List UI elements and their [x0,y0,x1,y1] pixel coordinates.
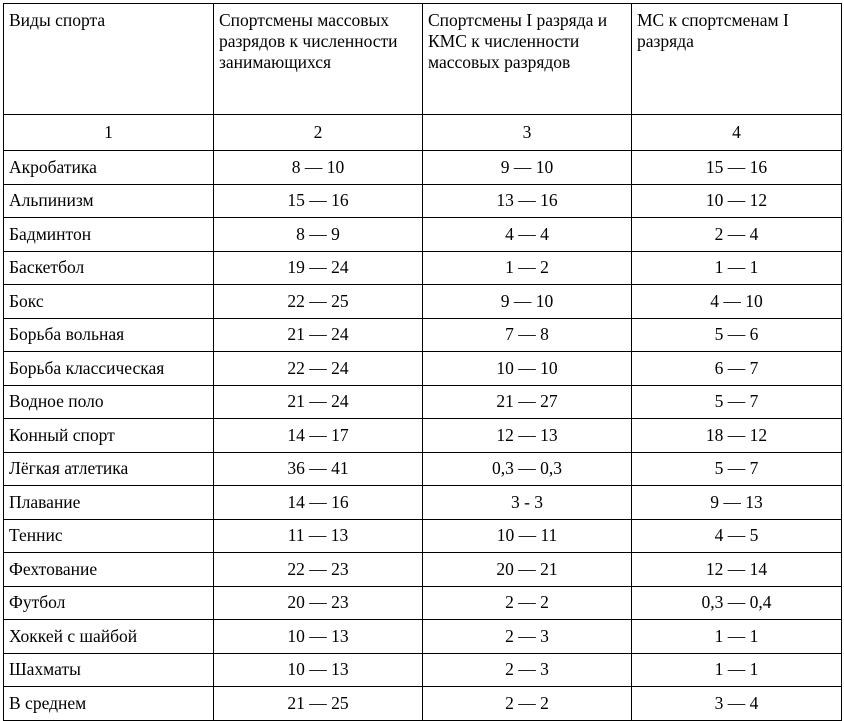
cell-first-class-ratio: 4 — 4 [423,218,632,252]
cell-ms-ratio: 1 — 1 [632,251,842,285]
cell-first-class-ratio: 21 — 27 [423,385,632,419]
cell-ms-ratio: 2 — 4 [632,218,842,252]
cell-mass-ratio: 10 — 13 [214,620,423,654]
cell-ms-ratio: 12 — 14 [632,553,842,587]
cell-ms-ratio: 5 — 7 [632,452,842,486]
cell-mass-ratio: 20 — 23 [214,586,423,620]
column-number-row [4,115,842,151]
table-row [4,151,842,185]
cell-mass-ratio: 22 — 24 [214,352,423,386]
cell-first-class-ratio: 2 — 3 [423,620,632,654]
cell-first-class-ratio: 13 — 16 [423,184,632,218]
cell-first-class-ratio: 3 - 3 [423,486,632,520]
cell-first-class-ratio: 10 — 11 [423,519,632,553]
cell-sport: Плавание [4,486,214,520]
header-ms-ratio: МС к спортсменам I разряда [632,4,842,115]
cell-sport: Бокс [4,285,214,319]
cell-first-class-ratio: 2 — 2 [423,586,632,620]
cell-sport: Фехтование [4,553,214,587]
cell-first-class-ratio: 7 — 8 [423,318,632,352]
table-body [4,151,842,721]
cell-first-class-ratio: 2 — 3 [423,653,632,687]
table-row [4,486,842,520]
cell-mass-ratio: 36 — 41 [214,452,423,486]
cell-sport: Футбол [4,586,214,620]
cell-mass-ratio: 14 — 16 [214,486,423,520]
table-row [4,586,842,620]
column-number: 2 [214,115,423,151]
table-row [4,352,842,386]
cell-mass-ratio: 21 — 24 [214,385,423,419]
table-row [4,553,842,587]
table-row [4,385,842,419]
cell-ms-ratio: 1 — 1 [632,653,842,687]
cell-sport: Борьба вольная [4,318,214,352]
cell-ms-ratio: 4 — 10 [632,285,842,319]
header-row [4,4,842,115]
cell-first-class-ratio: 0,3 — 0,3 [423,452,632,486]
cell-sport: В среднем [4,687,214,721]
table-row [4,318,842,352]
cell-ms-ratio: 9 — 13 [632,486,842,520]
cell-mass-ratio: 21 — 25 [214,687,423,721]
table-row [4,653,842,687]
header-mass-ratio: Спортсмены массовых разрядов к численности занимающихся [214,4,423,115]
cell-sport: Лёгкая атлетика [4,452,214,486]
cell-first-class-ratio: 9 — 10 [423,285,632,319]
table-row [4,687,842,721]
cell-mass-ratio: 21 — 24 [214,318,423,352]
cell-sport: Конный спорт [4,419,214,453]
header-sport-type: Виды спорта [4,4,214,115]
cell-first-class-ratio: 1 — 2 [423,251,632,285]
cell-sport: Хоккей с шайбой [4,620,214,654]
cell-mass-ratio: 22 — 23 [214,553,423,587]
column-number: 4 [632,115,842,151]
column-number: 1 [4,115,214,151]
cell-mass-ratio: 22 — 25 [214,285,423,319]
cell-sport: Баскетбол [4,251,214,285]
cell-first-class-ratio: 12 — 13 [423,419,632,453]
cell-mass-ratio: 15 — 16 [214,184,423,218]
table-row [4,620,842,654]
cell-ms-ratio: 18 — 12 [632,419,842,453]
cell-mass-ratio: 19 — 24 [214,251,423,285]
cell-sport: Водное поло [4,385,214,419]
cell-first-class-ratio: 10 — 10 [423,352,632,386]
table-row [4,419,842,453]
cell-ms-ratio: 15 — 16 [632,151,842,185]
cell-mass-ratio: 10 — 13 [214,653,423,687]
cell-sport: Борьба классическая [4,352,214,386]
cell-mass-ratio: 14 — 17 [214,419,423,453]
cell-ms-ratio: 6 — 7 [632,352,842,386]
cell-first-class-ratio: 2 — 2 [423,687,632,721]
table-row [4,184,842,218]
cell-mass-ratio: 8 — 9 [214,218,423,252]
cell-ms-ratio: 10 — 12 [632,184,842,218]
column-number: 3 [423,115,632,151]
cell-mass-ratio: 8 — 10 [214,151,423,185]
cell-mass-ratio: 11 — 13 [214,519,423,553]
cell-sport: Акробатика [4,151,214,185]
cell-first-class-ratio: 20 — 21 [423,553,632,587]
cell-ms-ratio: 1 — 1 [632,620,842,654]
table-row [4,519,842,553]
cell-ms-ratio: 5 — 6 [632,318,842,352]
table-row [4,218,842,252]
cell-sport: Бадминтон [4,218,214,252]
cell-sport: Шахматы [4,653,214,687]
cell-sport: Теннис [4,519,214,553]
table-row [4,285,842,319]
header-first-class-ratio: Спортсмены I разряда и КМС к численности массовых разрядов [423,4,632,115]
sports-ratio-table [3,3,842,721]
cell-sport: Альпинизм [4,184,214,218]
cell-ms-ratio: 3 — 4 [632,687,842,721]
table-row [4,452,842,486]
cell-ms-ratio: 0,3 — 0,4 [632,586,842,620]
cell-ms-ratio: 5 — 7 [632,385,842,419]
cell-ms-ratio: 4 — 5 [632,519,842,553]
cell-first-class-ratio: 9 — 10 [423,151,632,185]
table-row [4,251,842,285]
